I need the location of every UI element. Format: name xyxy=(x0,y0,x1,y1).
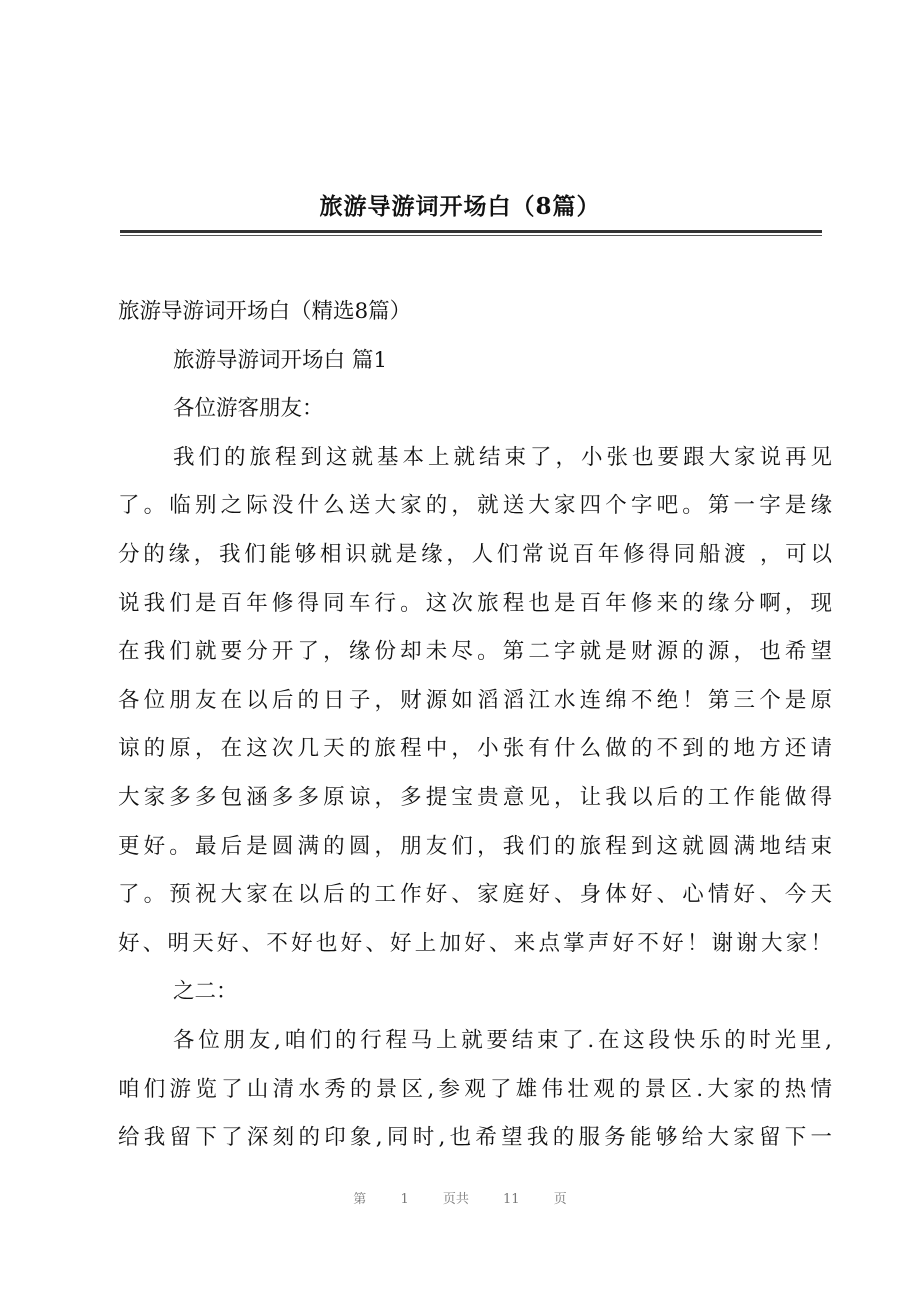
footer-current-page: 1 xyxy=(400,1192,409,1207)
text-line: 分的缘，我们能够相识就是缘，人们常说百年修得同船渡 ，可以 xyxy=(118,541,832,567)
text-line: 了。预祝大家在以后的工作好、家庭好、身体好、心情好、今天 xyxy=(118,882,832,908)
text-line: 大家多多包涵多多原谅，多提宝贵意见，让我以后的工作能做得 xyxy=(118,784,832,810)
footer-total-pages: 11 xyxy=(503,1192,520,1207)
text-line: 好、明天好、不好也好、好上加好、来点掌声好不好！谢谢大家！ xyxy=(118,930,832,956)
footer-middle: 页共 xyxy=(442,1192,469,1207)
text-line: 旅游导游词开场白 篇1 xyxy=(173,347,388,373)
title-divider-thick xyxy=(120,230,822,233)
text-line: 各位朋友在以后的日子，财源如滔滔江水连绵不绝！第三个是原 xyxy=(118,687,832,713)
text-line: 各位游客朋友： xyxy=(173,396,324,422)
text-line: 在我们就要分开了，缘份却未尽。第二字就是财源的源，也希望 xyxy=(118,639,832,665)
text-line: 给我留下了深刻的印象,同时,也希望我的服务能够给大家留下一 xyxy=(118,1125,832,1151)
text-line: 谅的原，在这次几天的旅程中，小张有什么做的不到的地方还请 xyxy=(118,736,832,762)
text-line: 旅游导游词开场白（精选8篇） xyxy=(118,299,412,324)
text-line: 说我们是百年修得同车行。这次旅程也是百年修来的缘分啊，现 xyxy=(118,590,832,616)
text-line: 之二： xyxy=(173,979,238,1005)
text-line: 各位朋友,咱们的行程马上就要结束了.在这段快乐的时光里, xyxy=(173,1027,832,1053)
document-body xyxy=(118,290,832,1165)
text-line: 了。临别之际没什么送大家的，就送大家四个字吧。第一字是缘 xyxy=(118,493,832,519)
document-title: 旅游导游词开场白（8篇） xyxy=(319,193,601,220)
text-line: 咱们游览了山清水秀的景区,参观了雄伟壮观的景区.大家的热情 xyxy=(118,1076,832,1102)
footer-suffix: 页 xyxy=(553,1192,567,1207)
text-line: 更好。最后是圆满的圆，朋友们，我们的旅程到这就圆满地结束 xyxy=(118,833,832,859)
page-footer xyxy=(0,1188,920,1207)
footer-prefix: 第 xyxy=(353,1192,367,1207)
text-line: 我们的旅程到这就基本上就结束了，小张也要跟大家说再见 xyxy=(173,444,832,470)
title-divider-thin xyxy=(120,235,822,236)
